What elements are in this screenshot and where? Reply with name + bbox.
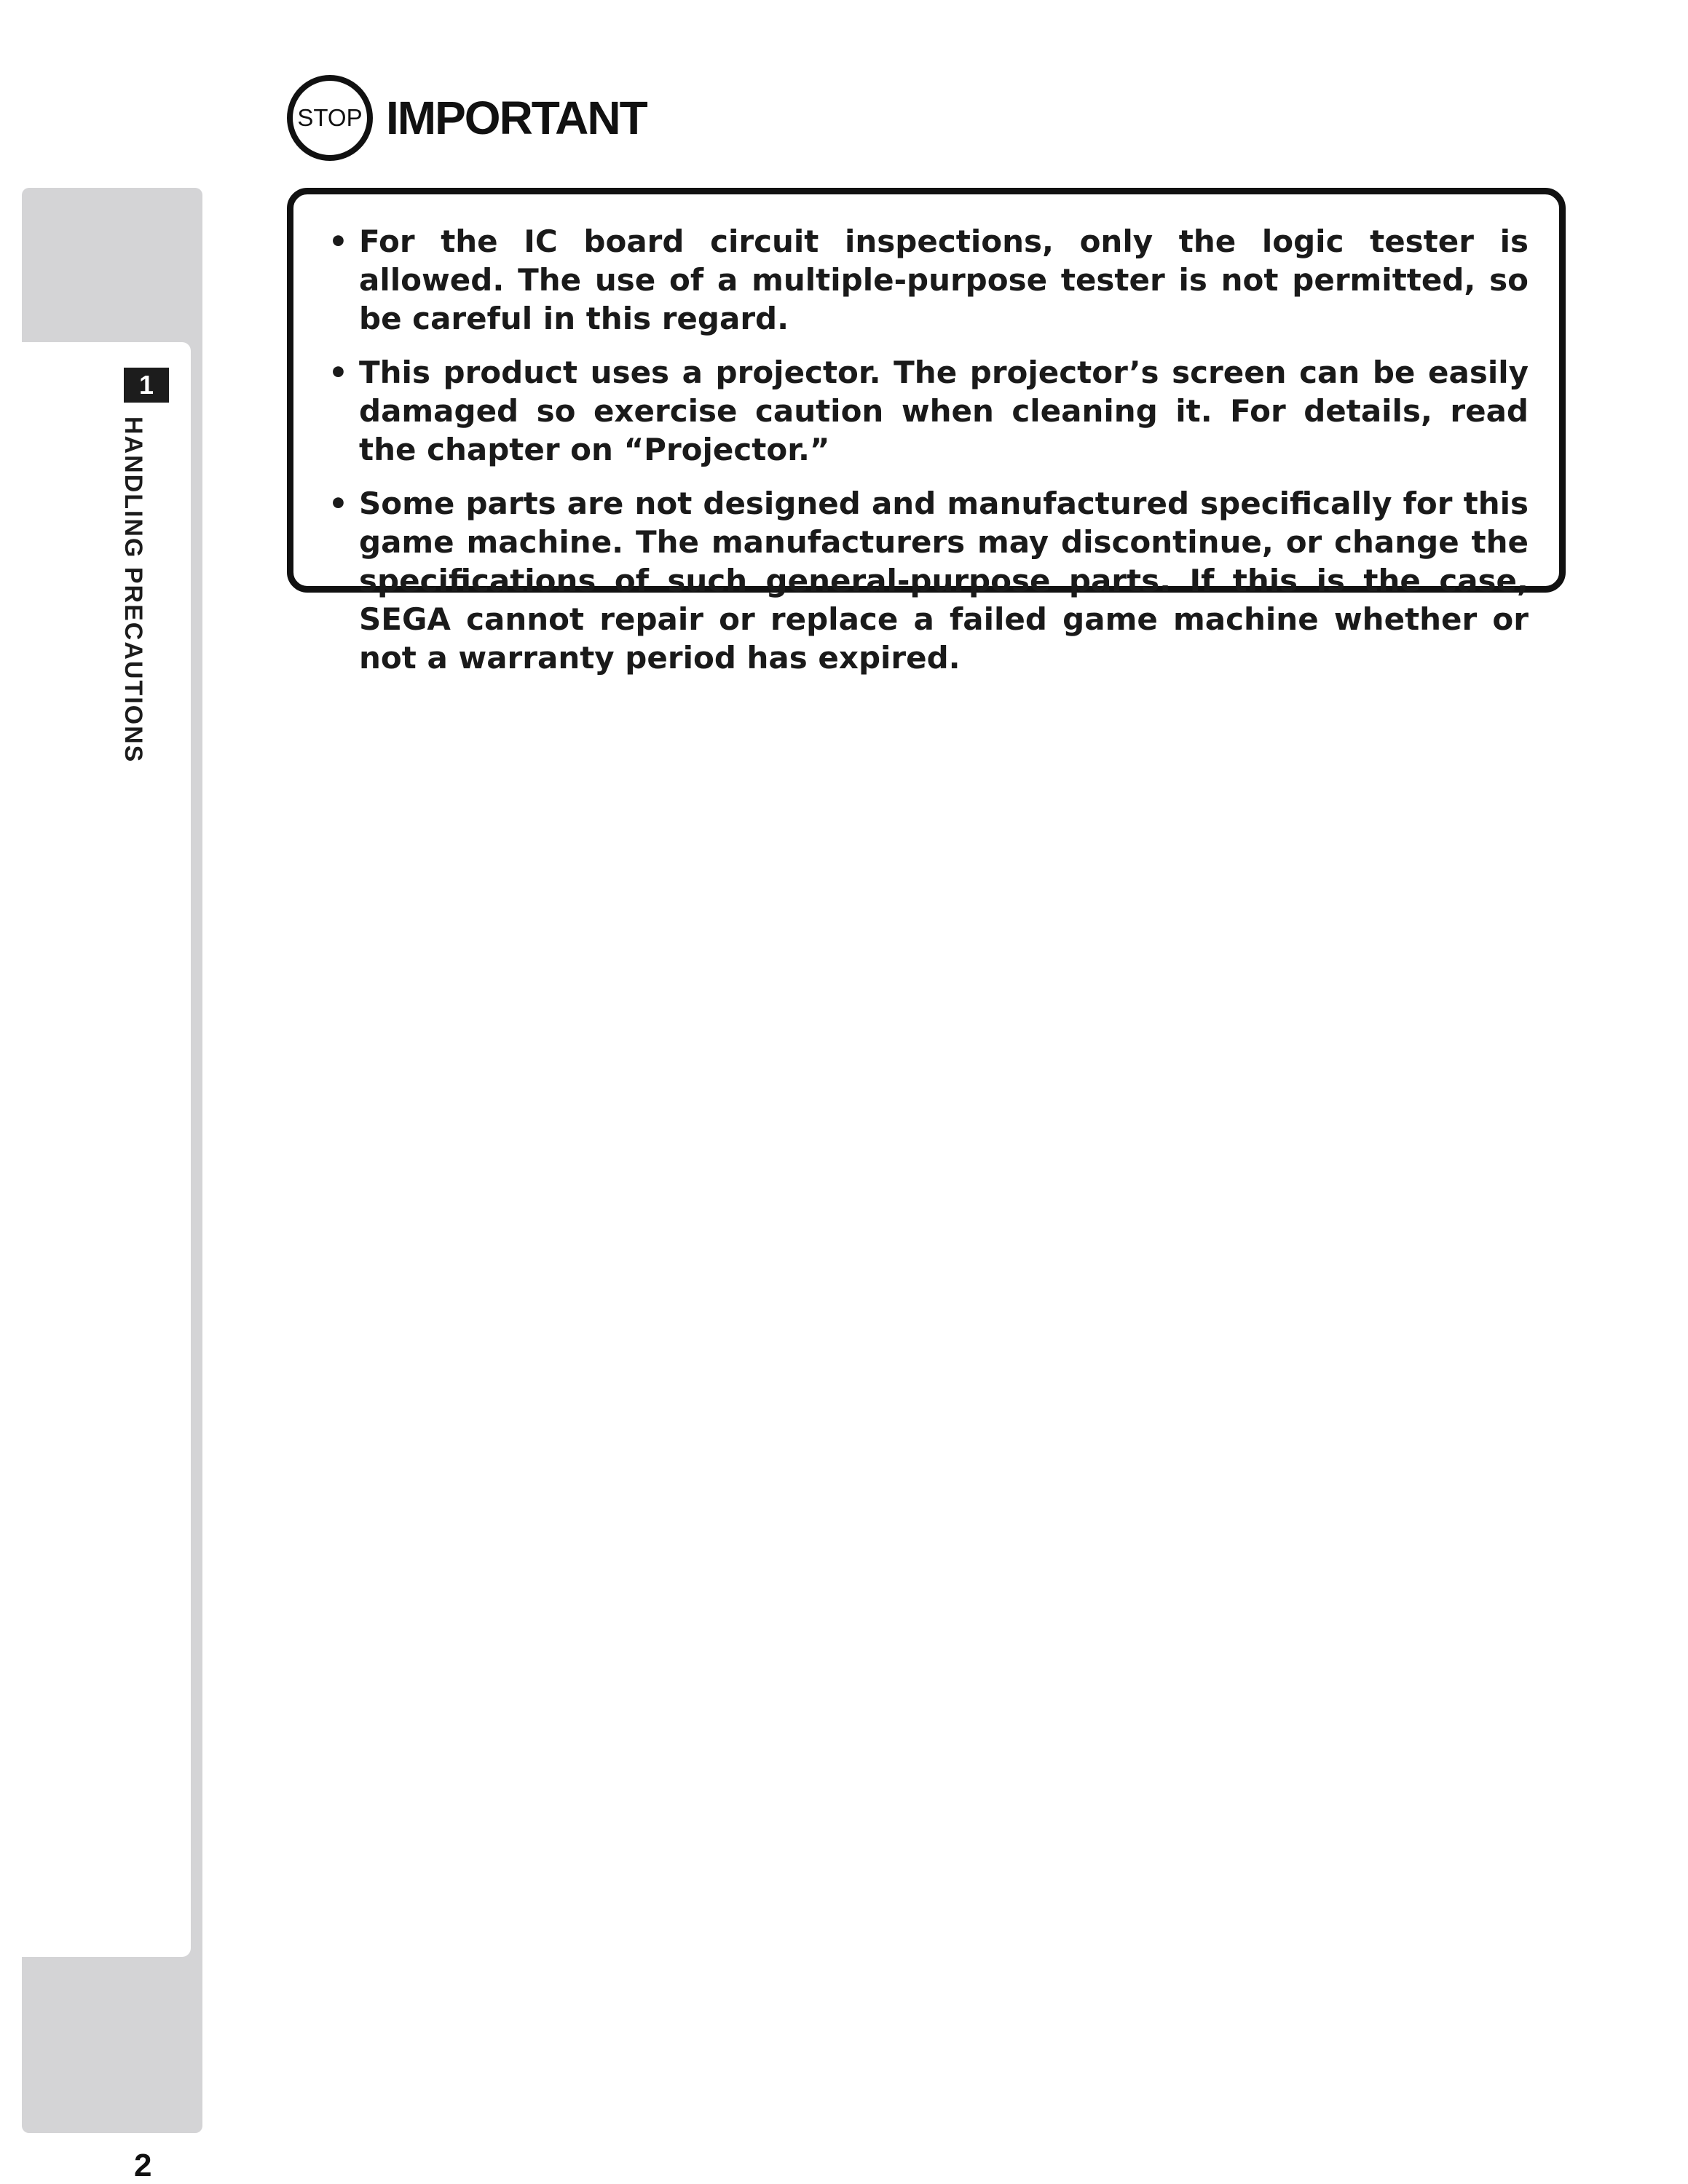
notice-item-logic-tester <box>324 222 1529 338</box>
chapter-title: HANDLING PRECAUTIONS <box>119 416 147 764</box>
chapter-number-badge: 1 <box>124 368 169 403</box>
notice-item-text: This product uses a projector. The projector’s screen can be easily damaged so exercise caution when cleaning it. For details, read the chapter on “Projector.” <box>359 355 1529 467</box>
page-number: 2 <box>134 2148 152 2183</box>
stop-icon-label: STOP <box>297 104 363 131</box>
notice-item-text: For the IC board circuit inspections, only the logic tester is allowed. The use of a multiple-purpose tester is not permitted, so be careful in this regard. <box>359 223 1529 336</box>
stop-icon <box>287 75 373 161</box>
notice-item-text: Some parts are not designed and manufactured specifically for this game machine. The manufacturers may discontinue, or change the specifications of such general-purpose parts. If this is the case, SEGA cannot repair or replace a failed game machine whether or not a warranty period has expired. <box>359 486 1529 676</box>
important-header <box>287 70 647 166</box>
notice-item-projector <box>324 353 1529 469</box>
important-title: IMPORTANT <box>386 92 647 144</box>
notice-list <box>293 194 1559 677</box>
bullet-icon: • <box>328 223 348 259</box>
bullet-icon: • <box>328 355 348 390</box>
chapter-side-tab-inner <box>22 342 191 1957</box>
important-notice-box <box>287 188 1566 676</box>
notice-item-general-parts <box>324 484 1529 677</box>
bullet-icon: • <box>328 486 348 521</box>
